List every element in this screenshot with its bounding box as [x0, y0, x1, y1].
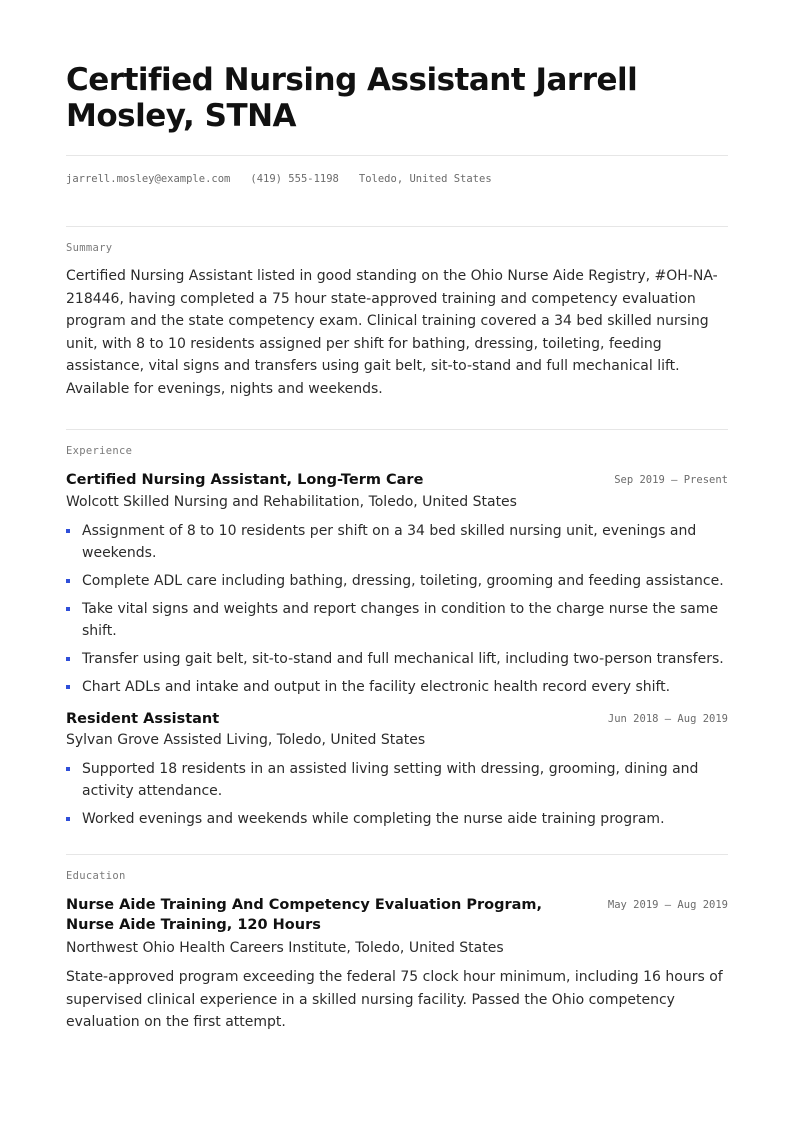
list-item: Worked evenings and weekends while completing the nurse aide training program.	[66, 808, 728, 830]
job-dates: Sep 2019 — Present	[614, 474, 728, 486]
education-entry	[66, 896, 728, 1034]
summary-text: Certified Nursing Assistant listed in good standing on the Ohio Nurse Aide Registry, #OH-NA-218446, having completed a 75 hour state-approved training and competency evaluation program and the state competency exam. Clinical training covered a 34 bed skilled nursing unit, with 8 to 10 residents assigned per shift for bathing, dressing, toileting, feeding assistance, vital signs and transfers using gait belt, sit-to-stand and full mechanical lift. Available for evenings, nights and weekends.	[66, 268, 718, 397]
job-title: Certified Nursing Assistant, Long-Term Care	[66, 472, 424, 488]
email-link[interactable]: jarrell.mosley@example.com	[66, 173, 231, 185]
job-entry	[66, 471, 728, 698]
job-bullets	[66, 758, 728, 830]
job-header	[66, 471, 728, 491]
phone-number[interactable]: (419) 555-1198	[250, 173, 339, 185]
resume-content	[66, 62, 728, 1034]
list-item: Complete ADL care including bathing, dressing, toileting, grooming and feeding assistance.	[66, 570, 728, 592]
candidate-name: Certified Nursing Assistant Jarrell Mosley, STNA	[66, 62, 638, 134]
job-title: Resident Assistant	[66, 710, 220, 727]
section-label-experience: Experience	[66, 445, 133, 457]
education-institution: Northwest Ohio Health Careers Institute, Toledo, United States	[66, 940, 504, 956]
education-description: State-approved program exceeding the federal 75 clock hour minimum, including 16 hours of supervised clinical experience in a skilled nursing facility. Passed the Ohio competency evaluation on the first attempt.	[66, 969, 723, 1030]
job-header	[66, 710, 728, 730]
education-title: Nurse Aide Training And Competency Evaluation Program, Nurse Aide Training, 120 Hours	[66, 897, 543, 933]
job-employer: Wolcott Skilled Nursing and Rehabilitation, Toledo, United States	[66, 493, 517, 510]
list-item: Supported 18 residents in an assisted living setting with dressing, grooming, dining and activity attendance.	[66, 758, 728, 802]
job-bullets	[66, 520, 728, 698]
location: Toledo, United States	[358, 173, 492, 185]
divider	[66, 854, 728, 855]
education-header	[66, 896, 728, 935]
list-item: Transfer using gait belt, sit-to-stand and full mechanical lift, including two-person transfers.	[66, 648, 728, 670]
list-item: Take vital signs and weights and report changes in condition to the charge nurse the same shift.	[66, 598, 728, 642]
education-dates: May 2019 — Aug 2019	[607, 899, 728, 911]
divider	[66, 429, 728, 430]
list-item: Assignment of 8 to 10 residents per shift on a 34 bed skilled nursing unit, evenings and weekends.	[66, 520, 728, 564]
contact-line	[66, 156, 728, 202]
job-employer: Sylvan Grove Assisted Living, Toledo, United States	[66, 732, 426, 748]
list-item: Chart ADLs and intake and output in the facility electronic health record every shift.	[66, 676, 728, 698]
section-label-summary: Summary	[66, 242, 113, 254]
divider	[66, 226, 728, 227]
job-dates: Jun 2018 — Aug 2019	[607, 712, 728, 725]
job-entry	[66, 710, 728, 831]
section-label-education: Education	[66, 870, 126, 882]
